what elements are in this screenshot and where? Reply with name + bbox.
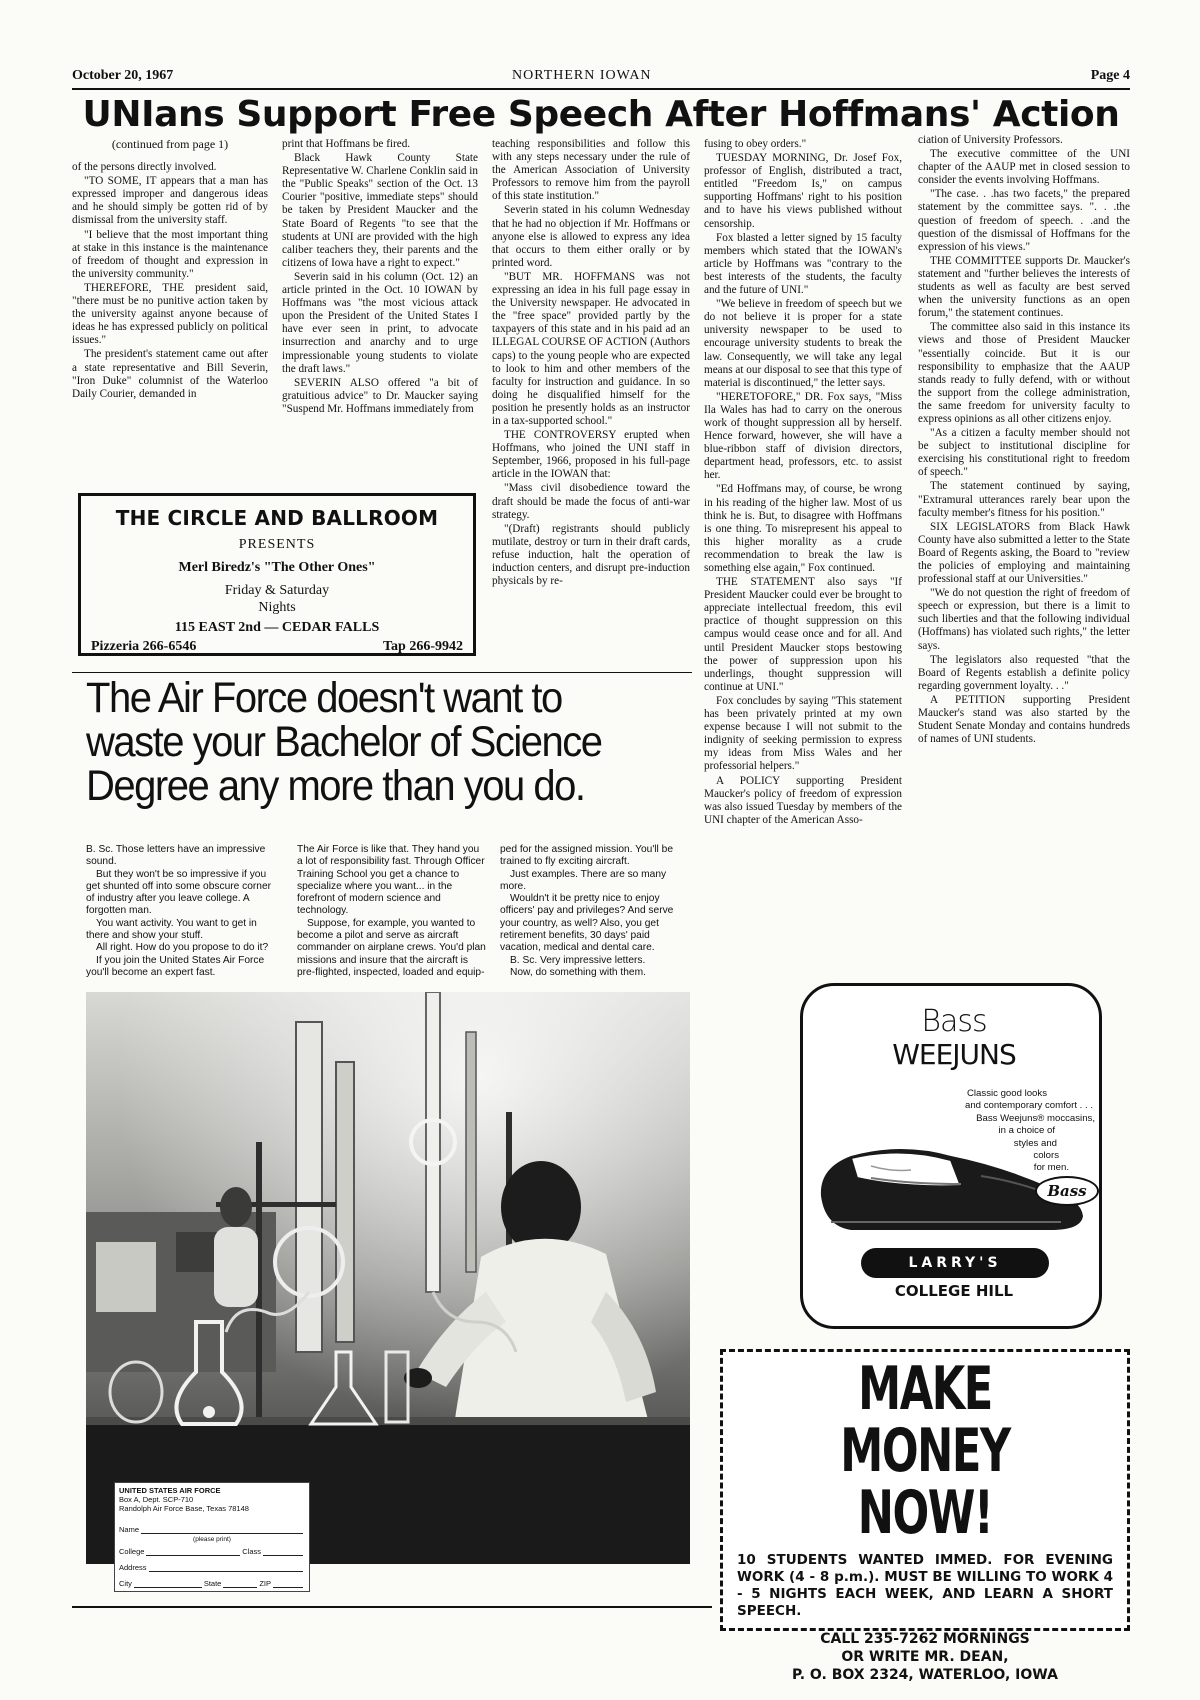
page-number: Page 4 [1090, 68, 1130, 83]
copy-paragraph: You want activity. You want to get in there and show your stuff. [86, 917, 257, 942]
store-badge: LARRY'S [861, 1248, 1049, 1278]
headline-line: The Air Force doesn't want to [86, 674, 562, 722]
bass-copy-line: colors [1033, 1150, 1059, 1162]
paragraph: "(Draft) registrants should publicly mutilate, destroy or turn in their draft cards, refuse induction, halt the operation of induction centers, and disrupt pre-induction physicals by re- [492, 522, 690, 588]
paragraph: THE COMMITTEE supports Dr. Maucker's statement and "further believes the interests of students as well as faculty are best served when the university functions as an open forum," the statement continues. [918, 254, 1130, 320]
coupon-address-label: Address [119, 1563, 147, 1572]
paragraph: "BUT MR. HOFFMANS was not expressing an idea in his full page essay in the University newspaper. He advocated in the "free space" provided partly by the taxpayers of this state and in his paid ad an ILLEGAL COURSE OF ACTION (Authors caps) to the young people who are expected to look to him and other members of the faculty for instruction and guidance. In so doing he disqualified himself for the position he presently holds as an instructor in a tax-supported school." [492, 270, 690, 427]
bass-weejuns-ad [800, 983, 1102, 1329]
paragraph: Black Hawk County State Representative W. Charlene Conklin said in the "Public Speaks" section of the Oct. 13 Courier "positive, immediate steps" should be taken by President Maucker and the State Board of Regents "to see that the students at UNI are provided with the high caliber teachers they, their parents and the citizens of Iowa have a right to expect." [282, 152, 478, 269]
coupon-name-field[interactable] [141, 1526, 303, 1534]
bass-copy-line: Bass Weejuns® moccasins, [976, 1112, 1095, 1124]
copy-paragraph: All right. How do you propose to do it? [96, 942, 269, 954]
paragraph: ciation of University Professors. [918, 134, 1063, 146]
copy-paragraph: Just examples. There are so many more. [500, 868, 667, 892]
article-column-4 [704, 138, 902, 944]
coupon-class-field[interactable] [263, 1548, 303, 1556]
money-headline-line-1: MAKE MONEY [840, 1354, 1010, 1486]
money-headline-line-2: NOW! [857, 1478, 993, 1548]
paragraph: "We do not question the right of freedom of speech or expression, but there is a limit to such liberties and that the following individual (Hoffmans) has violated such rights," the letter says. [918, 587, 1130, 652]
tap-phone: Tap 266-9942 [382, 639, 463, 654]
copy-paragraph: B. Sc. Those letters have an impressive sound. [86, 844, 266, 868]
laboratory-scene-illustration [86, 992, 690, 1564]
bass-logo: Bass [1035, 1176, 1099, 1206]
headline-line: waste your Bachelor of Science [86, 718, 602, 766]
airforce-copy-column-2 [297, 844, 487, 979]
paragraph: The committee also said in this instance its views and those of President Maucker "essentially coincide. But it is our responsibility to emphasize that the AAUP stands ready to fully defend, with or without the support from the college administration, the same freedom for university faculty to express opinions as all other citizens enjoy. [918, 321, 1130, 425]
coupon-city-label: City [119, 1579, 132, 1588]
headline: UNIans Support Free Speech After Hoffmans' Action [82, 94, 1120, 135]
paragraph: of the persons directly involved. [72, 161, 217, 174]
paragraph: A PETITION supporting President Maucker's stand was also started by the Student Senate Monday and contains hundreds of names of UNI students. [918, 693, 1130, 746]
laboratory-photo [86, 992, 690, 1564]
coupon-name-label: Name [119, 1525, 140, 1534]
bottom-rule [72, 1606, 712, 1608]
article-column-3 [492, 138, 690, 666]
contact-address: P. O. BOX 2324, WATERLOO, IOWA [792, 1667, 1058, 1683]
copy-paragraph: Now, do something with them. [510, 966, 646, 978]
paragraph: THEREFORE, THE president said, "there must be no punitive action taken by the university against anyone because of ideas he has expressed publicly on political issues." [72, 281, 268, 347]
job-description: 10 STUDENTS WANTED IMMED. FOR EVENING WORK (4 - 8 p.m.). MUST BE WILLING TO WORK 4 - 5 NIGHTS EACH WEEK, AND LEARN A SHORT SPEECH. [737, 1552, 1113, 1619]
airforce-copy-column-3 [500, 844, 690, 979]
paragraph: print that Hoffmans be fired. [282, 138, 411, 150]
paragraph: Severin stated in his column Wednesday that he had no objection if Mr. Hoffmans or anyone else is allowed to express any idea that occurs to them either orally or by printed word. [492, 204, 690, 269]
paragraph: "TO SOME, IT appears that a man has expressed improper and dangerous ideas and he should simply be gotten rid of by dismissal from the university staff. [72, 175, 268, 227]
store-name: COLLEGE HILL [894, 1282, 1014, 1300]
venue-address: 115 EAST 2nd — CEDAR FALLS [174, 620, 380, 635]
paragraph: THE CONTROVERSY erupted when Hoffmans, who joined the UNI staff in September, 1966, proposed in his full-page article in the IOWAN that: [492, 429, 690, 481]
bass-copy-line: and contemporary comfort . . . [965, 1100, 1093, 1112]
header-rule [72, 88, 1130, 90]
paragraph: "The case. . .has two facets," the prepared statement by the committee says. ". . .the question of freedom of speech. . .and the question of the dismissal of Hoffmans for the expression of his views." [918, 188, 1130, 253]
bass-copy-line: Classic good looks [967, 1088, 1047, 1099]
paragraph: A POLICY supporting President Maucker's policy of freedom of expression was also issued Tuesday by members of the UNI chapter of the American Asso- [704, 774, 902, 826]
coupon-city-field[interactable] [134, 1580, 202, 1588]
running-head [72, 68, 1130, 90]
paragraph: The president's statement came out after a state representative and Bill Severin, "Iron Duke" columnist of the Waterloo Daily Courier, demanded in [72, 348, 268, 400]
paragraph: SIX LEGISLATORS from Black Hawk County have also submitted a letter to the State Board of Regents asking, the Board to "review the policies of employing and maintaining professional staff at our Universities." [918, 520, 1130, 586]
paragraph: "HERETOFORE," DR. Fox says, "Miss Ila Wales has had to carry on the onerous work of thought suppression all by herself. Hence forward, however, she will have a blue-ribbon staff of division directors, department head, professors, etc. to assist her. [704, 390, 902, 482]
bass-copy-line: for men. [1033, 1162, 1069, 1174]
paragraph: "As a citizen a faculty member should not be subject to institutional discipline for exercising his constitutional right to freedom of speech." [918, 427, 1130, 479]
venue-name: THE CIRCLE AND BALLROOM [115, 506, 439, 530]
coupon-state-field[interactable] [223, 1580, 257, 1588]
coupon-state-label: State [203, 1579, 222, 1588]
contact-name: OR WRITE MR. DEAN, [841, 1649, 1009, 1665]
article-column-1 [72, 138, 268, 474]
paragraph: "I believe that the most important thing at stake in this instance is the maintenance of freedom of thought and expression in the university community." [72, 228, 268, 280]
copy-paragraph: ped for the assigned mission. You'll be trained to fly exciting aircraft. [500, 844, 673, 868]
paragraph: TUESDAY MORNING, Dr. Josef Fox, professor of English, distributed a tract, entitled "Freedom Is," on campus supporting Hoffmans' right to his position and to have his views published without censorship. [704, 152, 902, 230]
paper-name: NORTHERN IOWAN [512, 68, 652, 83]
paragraph: THE STATEMENT also says "If President Maucker could ever be brought to appreciate intellectual freedom, this evil practice of thought suppression on this campus would cease once and for all. And until President Maucker stops bestowing the power of suppression upon his underlings, thought suppression will continue at UNI." [704, 576, 902, 693]
copy-paragraph: If you join the United States Air Force you'll become an expert fast. [86, 954, 265, 978]
airforce-copy-column-1 [86, 844, 276, 979]
paragraph: Fox blasted a letter signed by 15 faculty members which stated that the IOWAN's article by Hoffmans was "contrary to the best interests of the students, the faculty and the future of UNI." [704, 231, 902, 297]
copy-paragraph: Suppose, for example, you wanted to become a pilot and serve as aircraft commander on airplane crews. You'd plan missions and insure that the aircraft is pre-flighted, inspected, loaded and equip- [297, 917, 486, 978]
paragraph: "We believe in freedom of speech but we do not believe it is proper for a state university newspaper to be used to encourage university students to break the law. Consequently, we will take any legal means at our disposal to see that this type of material is discontinued," the letter says. [704, 298, 902, 389]
coupon-class-label: Class [242, 1547, 261, 1556]
days-label: Friday & Saturday [224, 583, 330, 598]
contact-phone: CALL 235-7262 MORNINGS [820, 1631, 1030, 1647]
product-name: WEEJUNS [892, 1038, 1016, 1071]
coupon-address-field[interactable] [149, 1564, 303, 1572]
paragraph: Severin said in his column (Oct. 12) an article printed in the Oct. 10 IOWAN by Hoffmans was "the most vicious attack upon the President of the United States I have ever seen in print, to advocate insurrection and anarchy and to urge impressionable young students to violate the draft laws." [282, 270, 478, 375]
pizzeria-phone: Pizzeria 266-6546 [91, 639, 197, 654]
continued-line: (continued from page 1) [111, 138, 229, 151]
recruitment-coupon [114, 1482, 310, 1592]
paragraph: The statement continued by saying, "Extramural utterances rarely bear upon the faculty member's fitness for his position." [918, 480, 1130, 519]
issue-date: October 20, 1967 [72, 68, 174, 83]
headline-line: Degree any more than you do. [86, 762, 585, 810]
copy-paragraph: Wouldn't it be pretty nice to enjoy officers' pay and privileges? And serve your country, as well? Also, you get retirement benefits, 30 days' paid vacation, medical and dental care. [500, 893, 674, 954]
bass-copy-line: styles and [1013, 1137, 1057, 1149]
paragraph: fusing to obey orders." [704, 138, 807, 150]
paragraph: "Mass civil disobedience toward the draft should be made the focus of anti-war strategy. [492, 482, 690, 521]
paragraph: Fox concludes by saying "This statement has been privately printed at my own expense because I will not submit to the indignity of seeking permission to express my ideas from Miss Wales and her professorial helpers." [704, 694, 902, 773]
airforce-headline [86, 676, 681, 808]
make-money-ad [720, 1349, 1130, 1683]
coupon-college-label: College [119, 1547, 145, 1556]
presents-label: PRESENTS [238, 537, 316, 552]
paragraph: "Ed Hoffmans may, of course, be wrong in his reading of the higher law. Most of us think he is. But, to disagree with Hoffmans is one thing. To misrepresent his appeal to this higher morality as a crude recommendation to break the law is something else again," Fox continued. [704, 483, 902, 574]
copy-paragraph: But they won't be so impressive if you get shunted off into some obscure corner of industry after you leave college. A forgotten man. [86, 868, 271, 917]
coupon-print-hint: (please print) [193, 1536, 231, 1543]
coupon-box: Box A, Dept. SCP-710 [119, 1495, 194, 1504]
copy-paragraph: B. Sc. Very impressive letters. [510, 954, 646, 966]
coupon-college-field[interactable] [146, 1548, 240, 1556]
paragraph: The legislators also requested "that the Board of Regents establish a definite policy regarding government loyalty. . ." [918, 653, 1130, 692]
coupon-zip-label: ZIP [259, 1579, 271, 1588]
paragraph: The executive committee of the UNI chapter of the AAUP met in closed session to consider the events involving Hoffmans. [918, 148, 1130, 187]
paragraph: SEVERIN ALSO offered "a bit of gratuitious advice" to Dr. Maucker saying "Suspend Mr. Hoffmans immediately from [282, 376, 478, 415]
bass-copy-line: in a choice of [998, 1125, 1055, 1137]
copy-paragraph: The Air Force is like that. They hand you a lot of responsibility fast. Through Officer Training School you get a chance to specialize where you want... in the forefront of modern science and technology. [297, 844, 485, 917]
article-column-5 [918, 134, 1130, 944]
article-column-2 [282, 138, 478, 474]
coupon-org: UNITED STATES AIR FORCE [119, 1486, 221, 1495]
circle-ballroom-ad [78, 493, 476, 656]
coupon-zip-field[interactable] [273, 1580, 303, 1588]
brand-name: Bass [921, 1004, 987, 1039]
section-rule [72, 672, 692, 673]
nights-label: Nights [258, 600, 296, 615]
coupon-base: Randolph Air Force Base, Texas 78148 [119, 1504, 249, 1513]
act-name: Merl Biredz's "The Other Ones" [178, 560, 376, 575]
paragraph: teaching responsibilities and follow this with any steps necessary under the rule of the American Association of University Professors to remove him from the payroll of this state institution." [492, 138, 690, 203]
